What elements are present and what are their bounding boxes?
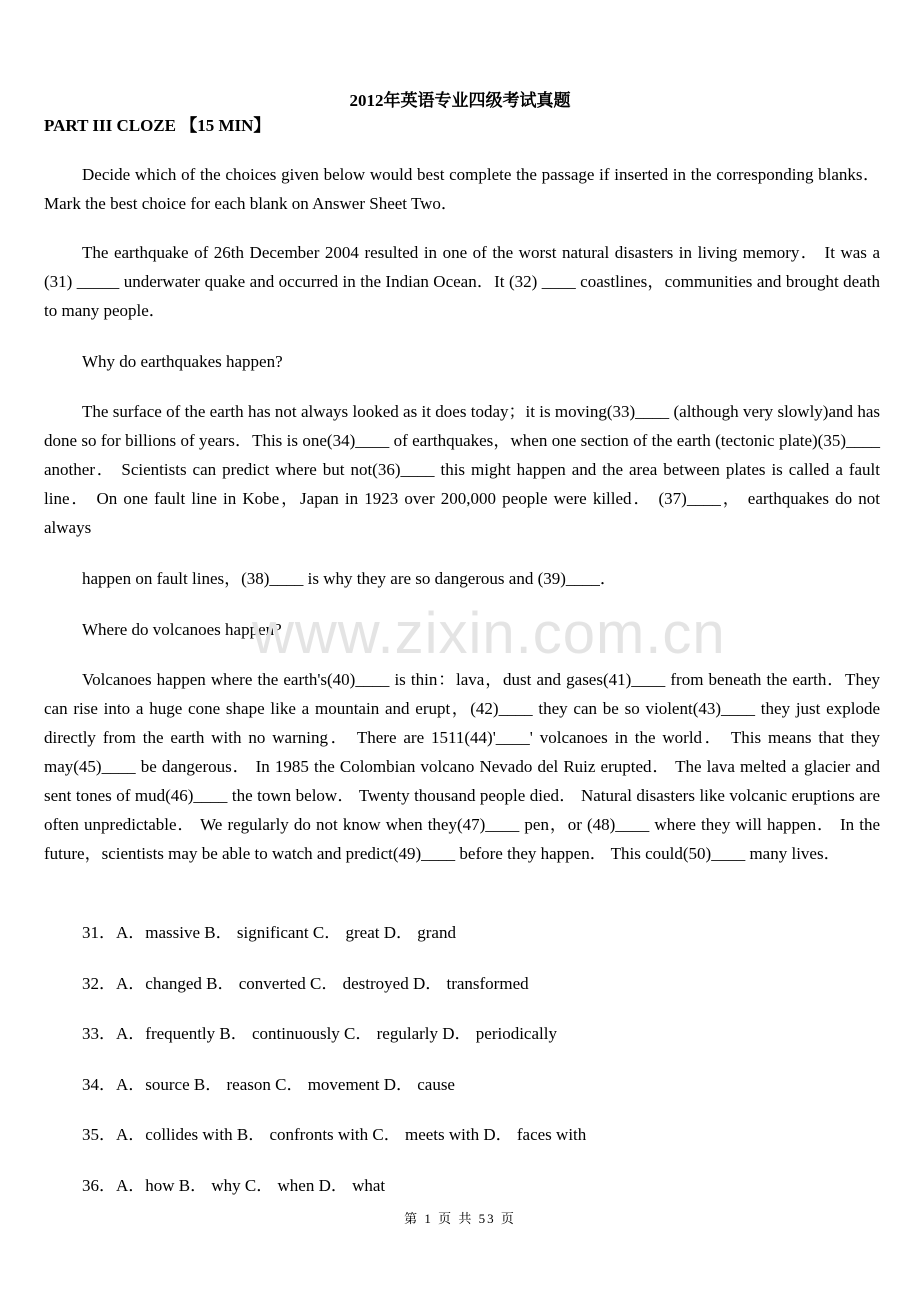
question-36: 36．A．how B． why C． when D． what (82, 1176, 386, 1195)
question-34: 34．A．source B． reason C． movement D． cause (82, 1075, 455, 1094)
question-33: 33．A．frequently B． continuously C． regularly D． periodically (82, 1024, 557, 1043)
passage-question-earthquakes: Why do earthquakes happen? (82, 352, 283, 371)
passage-paragraph-1: The earthquake of 26th December 2004 resulted in one of the worst natural disasters in living memory． It was a (31) _____ underwater quake and occurred in the Indian Ocean．It (32) ____ coastlines，communities and brought death to many people． (44, 243, 880, 320)
page-footer: 第 1 页 共 53 页 (404, 1211, 516, 1226)
instructions-paragraph: Decide which of the choices given below would best complete the passage if inserted in the corresponding blanks．Mark the best choice for each blank on Answer Sheet Two． (44, 165, 880, 213)
question-35: 35．A．collides with B． confronts with C． meets with D． faces with (82, 1125, 587, 1144)
passage-paragraph-3: Volcanoes happen where the earth's(40)____ is thin：lava，dust and gases(41)____ from beneath the earth．They can rise into a huge cone shape like a mountain and erupt，(42)____ they can be so violent(43)____ they just explode directly from the earth with no warning． There are 1511(44)'____' volcanoes in the world． This means that they may(45)____ be dangerous． In 1985 the Colombian volcano Nevado del Ruiz erupted． The lava melted a glacier and sent tones of mud(46)____ the town below． Twenty thousand people died． Natural disasters like volcanic eruptions are often unpredictable． We regularly do not know when they(47)____ pen，or (48)____ where they will happen． In the future，scientists may be able to watch and predict(49)____ before they happen． This could(50)____ many lives． (44, 670, 880, 863)
watermark: www.zixin.com.cn (252, 601, 726, 666)
passage-paragraph-2-continued: happen on fault lines，(38)____ is why they are so dangerous and (39)____． (82, 569, 617, 588)
question-31: 31．A．massive B． significant C． great D． grand (82, 923, 456, 942)
passage-question-volcanoes: Where do volcanoes happen? (82, 620, 282, 639)
document-title: 2012年英语专业四级考试真题 (349, 91, 571, 110)
question-32: 32．A．changed B． converted C． destroyed D． transformed (82, 974, 529, 993)
passage-paragraph-2: The surface of the earth has not always looked as it does today；it is moving(33)____ (although very slowly)and has done so for billions of years．This is one(34)____ of earthquakes，when one section of the earth (tectonic plate)(35)____ another． Scientists can predict where but not(36)____ this might happen and the area between plates is called a fault line． On one fault line in Kobe，Japan in 1923 over 200,000 people were killed． (37)____， earthquakes do not always (44, 402, 880, 537)
section-heading: PART III CLOZE 【15 MIN】 (44, 116, 271, 135)
